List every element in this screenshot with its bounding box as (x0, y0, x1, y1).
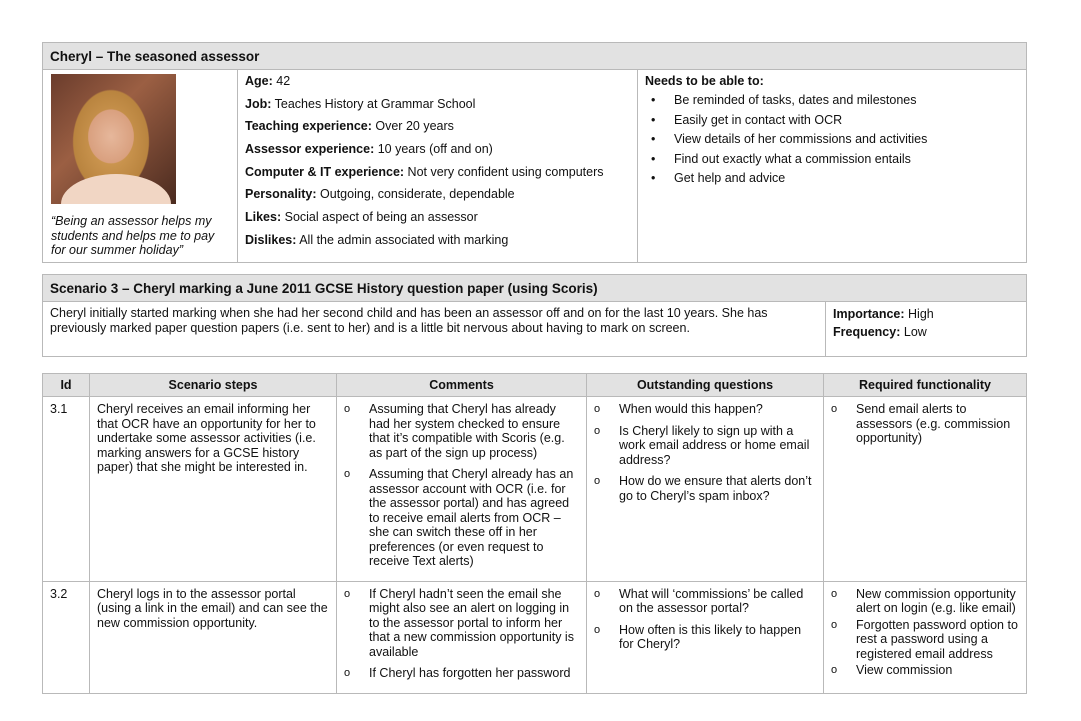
persona-table (42, 42, 1027, 263)
table-row (43, 581, 1027, 693)
scenario-frequency: Frequency: Low (833, 324, 927, 339)
needs-item: • Get help and advice (651, 171, 786, 185)
persona-needs (638, 70, 1027, 263)
bullet-icon: • (651, 93, 656, 107)
scenario-table (42, 274, 1027, 357)
fact-job: Job: Teaches History at Grammar School (245, 96, 476, 111)
fact-teaching-experience: Teaching experience: Over 20 years (245, 119, 454, 134)
step-id: 3.1 (43, 397, 90, 582)
step-comments (337, 581, 587, 693)
list-item: o Is Cheryl likely to sign up with a work email address or home email address? (594, 423, 810, 467)
circle-bullet-icon: o (344, 403, 351, 415)
scenario-importance: Importance: High (833, 307, 934, 321)
circle-bullet-icon: o (594, 424, 601, 437)
bullet-icon: • (651, 151, 656, 166)
column-header-questions: Outstanding questions (587, 374, 824, 397)
list-item: o If Cheryl hadn’t seen the email she might also see an alert on logging in to the assessor portal to inform her that a new commission opportunity is available (344, 586, 574, 659)
needs-item: • Easily get in contact with OCR (651, 112, 843, 127)
fact-personality: Personality: Outgoing, considerate, dependable (245, 187, 515, 202)
needs-item: • Find out exactly what a commission entails (651, 151, 911, 166)
step-functionality (824, 397, 1027, 582)
needs-list (645, 93, 1019, 186)
list-item: o Send email alerts to assessors (e.g. commission opportunity) (831, 402, 1011, 445)
fact-dislikes: Dislikes: All the admin associated with marking (245, 232, 509, 247)
list-item: o When would this happen? (594, 402, 763, 416)
persona-photo (51, 74, 176, 204)
steps-table (42, 373, 1027, 694)
persona-photo-cell (43, 70, 238, 263)
bullet-icon: • (651, 132, 656, 146)
circle-bullet-icon: o (594, 623, 601, 636)
list-item: o How do we ensure that alerts don’t go to Cheryl’s spam inbox? (594, 474, 812, 503)
circle-bullet-icon: o (831, 664, 838, 676)
list-item: o Assuming that Cheryl has already had her system checked to ensure that it’s compatible with Scoris (e.g. as part of the sign up process) (344, 402, 565, 460)
list-item: o View commission (831, 663, 953, 677)
fact-age: Age: 42 (245, 74, 291, 88)
persona-facts (238, 70, 638, 263)
step-functionality (824, 581, 1027, 693)
fact-it-experience: Computer & IT experience: Not very confident using computers (245, 164, 604, 179)
column-header-comments: Comments (337, 374, 587, 397)
step-description: Cheryl receives an email informing her that OCR have an opportunity for her to undertake some assessor activities (i.e. marking answers for a GCSE history paper) that she might be interested in. (90, 397, 337, 582)
circle-bullet-icon: o (831, 403, 838, 415)
list-item: o Forgotten password option to rest a password using a registered email address (831, 617, 1018, 661)
circle-bullet-icon: o (344, 587, 351, 600)
list-item: o If Cheryl has forgotten her password (344, 666, 571, 680)
circle-bullet-icon: o (831, 618, 838, 631)
circle-bullet-icon: o (831, 587, 838, 600)
bullet-icon: • (651, 171, 656, 185)
fact-likes: Likes: Social aspect of being an assessor (245, 210, 478, 225)
column-header-id: Id (43, 374, 90, 397)
needs-item: • View details of her commissions and activities (651, 132, 928, 146)
list-item: o New commission opportunity alert on login (e.g. like email) (831, 586, 1016, 615)
circle-bullet-icon: o (594, 587, 601, 600)
list-item: o Assuming that Cheryl already has an assessor account with OCR (i.e. for the assessor portal) and has agreed to receive email alerts from OCR – she can switch these off in her preferences (or even request to receive Text alerts) (344, 467, 574, 568)
fact-assessor-experience: Assessor experience: 10 years (off and on) (245, 142, 493, 157)
column-header-steps: Scenario steps (90, 374, 337, 397)
list-item: o How often is this likely to happen for Cheryl? (594, 622, 802, 651)
list-item: o What will ‘commissions’ be called on the assessor portal? (594, 586, 804, 615)
bullet-icon: • (651, 112, 656, 127)
scenario-meta (826, 302, 1027, 357)
circle-bullet-icon: o (344, 468, 351, 480)
needs-item: • Be reminded of tasks, dates and milestones (651, 93, 917, 107)
column-header-functionality: Required functionality (824, 374, 1027, 397)
circle-bullet-icon: o (344, 667, 351, 679)
persona-heading: Cheryl – The seasoned assessor (43, 43, 1027, 70)
persona-quote: “Being an assessor helps my students and helps me to pay for our summer holiday” (51, 214, 215, 257)
step-questions (587, 397, 824, 582)
scenario-heading: Scenario 3 – Cheryl marking a June 2011 GCSE History question paper (using Scoris) (43, 275, 1027, 302)
needs-title: Needs to be able to: (645, 74, 764, 88)
circle-bullet-icon: o (594, 403, 601, 415)
step-description: Cheryl logs in to the assessor portal (using a link in the email) and can see the new commission opportunity. (90, 581, 337, 693)
circle-bullet-icon: o (594, 475, 601, 487)
step-comments (337, 397, 587, 582)
step-id: 3.2 (43, 581, 90, 693)
scenario-description: Cheryl initially started marking when she had her second child and has been an assessor off and on for the last 10 years. She has previously marked paper question papers (i.e. sent to her) and is a little bit nervous about having to mark on screen. (43, 302, 826, 357)
table-row (43, 397, 1027, 582)
step-questions (587, 581, 824, 693)
